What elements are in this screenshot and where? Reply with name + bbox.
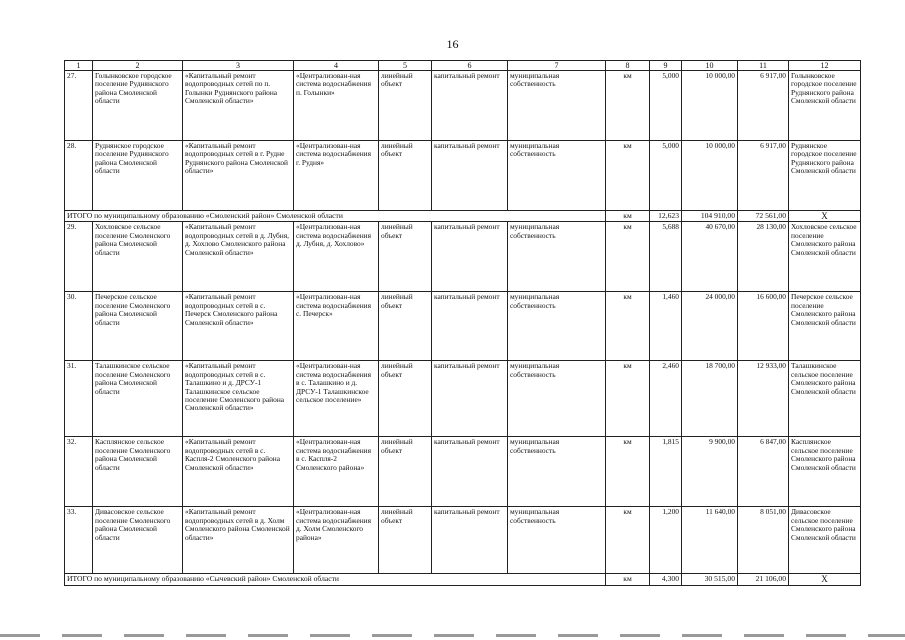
total-unit: км (606, 574, 650, 585)
table-row (65, 507, 861, 574)
object-name-cell: «Централизован-ная система водоснабжения с. Печерск» (294, 292, 379, 361)
column-number: 9 (650, 61, 682, 71)
work-name-cell: «Капитальный ремонт водопроводных сетей в с. Печерск Смоленского района Смоленской области» (183, 292, 294, 361)
total-row (65, 574, 861, 585)
recipient-cell: Хохловское сельское поселение Смоленского района Смоленской области (789, 222, 861, 292)
object-kind-cell: линейный объект (379, 361, 432, 437)
column-number: 6 (432, 61, 508, 71)
work-name-cell: «Капитальный ремонт водопроводных сетей в с. Талашкино и д. ДРСУ-1 Талашкинское сельское поселение Смоленского района Смоленской области» (183, 361, 294, 437)
ownership-cell: муниципальная собственность (508, 141, 606, 211)
unit-cell: км (606, 71, 650, 141)
row-number: 32. (65, 437, 93, 507)
length-cell: 5,000 (650, 71, 682, 141)
total-row (65, 211, 861, 222)
object-name-cell: «Централизован-ная система водоснабжения в с. Каспля-2 Смоленского района» (294, 437, 379, 507)
budget-cell: 6 917,00 (738, 71, 789, 141)
row-number: 29. (65, 222, 93, 292)
budget-cell: 28 130,00 (738, 222, 789, 292)
object-kind-cell: линейный объект (379, 437, 432, 507)
scan-edge-artifact (0, 634, 905, 637)
work-type-cell: капитальный ремонт (432, 507, 508, 574)
total-unit: км (606, 211, 650, 222)
total-cost-cell: 24 000,00 (682, 292, 738, 361)
object-kind-cell: линейный объект (379, 222, 432, 292)
work-name-cell: «Капитальный ремонт водопроводных сетей в д. Лубня, д. Хохлово Смоленского района Смоленской области» (183, 222, 294, 292)
total-cost-cell: 11 640,00 (682, 507, 738, 574)
ownership-cell: муниципальная собственность (508, 71, 606, 141)
work-type-cell: капитальный ремонт (432, 222, 508, 292)
object-name-cell: «Централизован-ная система водоснабжения д. Холм Смоленского района» (294, 507, 379, 574)
recipient-cell: Голынковское городское поселение Руднянского района Смоленской области (789, 71, 861, 141)
total-length: 4,300 (650, 574, 682, 585)
row-number: 30. (65, 292, 93, 361)
total-cost-cell: 10 000,00 (682, 141, 738, 211)
total-budget: 72 561,00 (738, 211, 789, 222)
ownership-cell: муниципальная собственность (508, 292, 606, 361)
length-cell: 5,688 (650, 222, 682, 292)
budget-cell: 6 847,00 (738, 437, 789, 507)
unit-cell: км (606, 507, 650, 574)
recipient-cell: Руднянское городское поселение Руднянского района Смоленской области (789, 141, 861, 211)
recipient-cell: Касплянское сельское поселение Смоленского района Смоленской области (789, 437, 861, 507)
table-row (65, 141, 861, 211)
municipality-cell: Касплянское сельское поселение Смоленского района Смоленской области (93, 437, 183, 507)
row-number: 27. (65, 71, 93, 141)
work-type-cell: капитальный ремонт (432, 141, 508, 211)
work-name-cell: «Капитальный ремонт водопроводных сетей в г. Рудне Руднянского района Смоленской области» (183, 141, 294, 211)
length-cell: 1,460 (650, 292, 682, 361)
ownership-cell: муниципальная собственность (508, 437, 606, 507)
length-cell: 1,200 (650, 507, 682, 574)
unit-cell: км (606, 141, 650, 211)
table-row (65, 292, 861, 361)
total-label: ИТОГО по муниципальному образованию «Сычевский район» Смоленской области (65, 574, 606, 585)
total-length: 12,623 (650, 211, 682, 222)
object-kind-cell: линейный объект (379, 141, 432, 211)
column-number: 3 (183, 61, 294, 71)
total-cost-cell: 10 000,00 (682, 71, 738, 141)
municipality-cell: Печерское сельское поселение Смоленского района Смоленской области (93, 292, 183, 361)
column-number: 1 (65, 61, 93, 71)
table-row (65, 71, 861, 141)
work-type-cell: капитальный ремонт (432, 361, 508, 437)
recipient-cell: Дивасовское сельское поселение Смоленского района Смоленской области (789, 507, 861, 574)
total-budget: 21 106,00 (738, 574, 789, 585)
unit-cell: км (606, 222, 650, 292)
municipality-cell: Дивасовское сельское поселение Смоленского района Смоленской области (93, 507, 183, 574)
object-name-cell: «Централизован-ная система водоснабжения в с. Талашкино и д. ДРСУ-1 Талашкинское сельское поселение» (294, 361, 379, 437)
object-kind-cell: линейный объект (379, 507, 432, 574)
object-name-cell: «Централизован-ная система водоснабжения д. Лубня, д. Хохлово» (294, 222, 379, 292)
total-cost-cell: 18 700,00 (682, 361, 738, 437)
recipient-cell: Печерское сельское поселение Смоленского района Смоленской области (789, 292, 861, 361)
column-number: 2 (93, 61, 183, 71)
column-number: 5 (379, 61, 432, 71)
column-number: 8 (606, 61, 650, 71)
column-number: 11 (738, 61, 789, 71)
column-number: 10 (682, 61, 738, 71)
length-cell: 1,815 (650, 437, 682, 507)
length-cell: 5,000 (650, 141, 682, 211)
object-kind-cell: линейный объект (379, 292, 432, 361)
work-name-cell: «Капитальный ремонт водопроводных сетей по п. Голынки Руднянского района Смоленской области» (183, 71, 294, 141)
work-type-cell: капитальный ремонт (432, 71, 508, 141)
total-cost: 104 910,00 (682, 211, 738, 222)
object-kind-cell: линейный объект (379, 71, 432, 141)
register-table (64, 60, 861, 586)
ownership-cell: муниципальная собственность (508, 507, 606, 574)
row-number: 33. (65, 507, 93, 574)
ownership-cell: муниципальная собственность (508, 222, 606, 292)
column-number: 12 (789, 61, 861, 71)
ownership-cell: муниципальная собственность (508, 361, 606, 437)
total-mark: Х (789, 574, 861, 585)
column-number: 4 (294, 61, 379, 71)
work-name-cell: «Капитальный ремонт водопроводных сетей в д. Холм Смоленского района Смоленской области» (183, 507, 294, 574)
total-cost-cell: 9 900,00 (682, 437, 738, 507)
row-number: 31. (65, 361, 93, 437)
object-name-cell: «Централизован-ная система водоснабжения п. Голынки» (294, 71, 379, 141)
unit-cell: км (606, 361, 650, 437)
column-number: 7 (508, 61, 606, 71)
work-type-cell: капитальный ремонт (432, 437, 508, 507)
table-row (65, 361, 861, 437)
length-cell: 2,460 (650, 361, 682, 437)
page-number: 16 (446, 37, 459, 51)
work-type-cell: капитальный ремонт (432, 292, 508, 361)
work-name-cell: «Капитальный ремонт водопроводных сетей в с. Каспля-2 Смоленского района Смоленской области» (183, 437, 294, 507)
total-label: ИТОГО по муниципальному образованию «Смоленский район» Смоленской области (65, 211, 606, 222)
object-name-cell: «Централизован-ная система водоснабжения г. Рудня» (294, 141, 379, 211)
municipality-cell: Талашкинское сельское поселение Смоленского района Смоленской области (93, 361, 183, 437)
municipality-cell: Голынковское городское поселение Руднянского района Смоленской области (93, 71, 183, 141)
column-number-row (65, 61, 861, 71)
budget-cell: 6 917,00 (738, 141, 789, 211)
budget-cell: 16 600,00 (738, 292, 789, 361)
unit-cell: км (606, 437, 650, 507)
budget-cell: 12 933,00 (738, 361, 789, 437)
municipality-cell: Руднянское городское поселение Руднянского района Смоленской области (93, 141, 183, 211)
unit-cell: км (606, 292, 650, 361)
budget-cell: 8 051,00 (738, 507, 789, 574)
recipient-cell: Талашкинское сельское поселение Смоленского района Смоленской области (789, 361, 861, 437)
row-number: 28. (65, 141, 93, 211)
total-cost: 30 515,00 (682, 574, 738, 585)
total-cost-cell: 40 670,00 (682, 222, 738, 292)
municipality-cell: Хохловское сельское поселение Смоленского района Смоленской области (93, 222, 183, 292)
table-row (65, 222, 861, 292)
table-row (65, 437, 861, 507)
total-mark: Х (789, 211, 861, 222)
